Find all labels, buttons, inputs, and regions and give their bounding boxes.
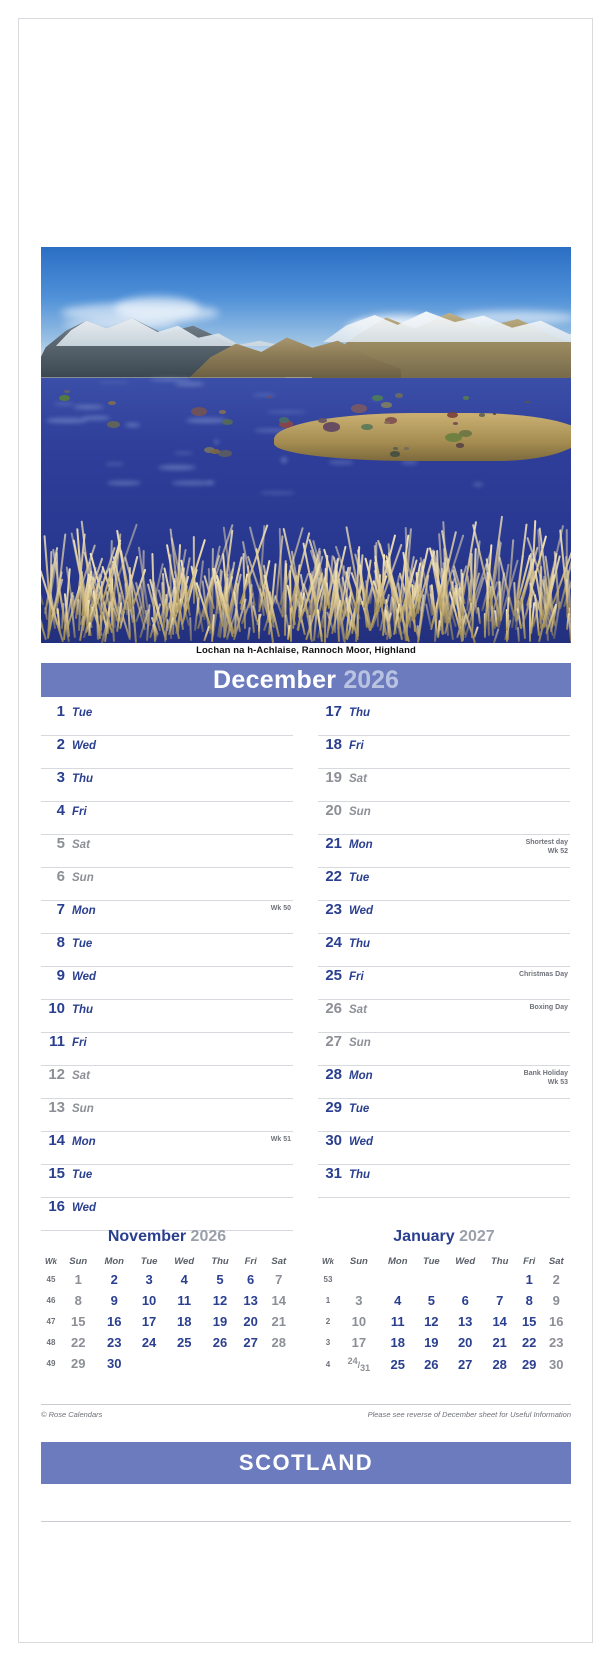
mini-day-cell: 9 — [110, 1293, 118, 1308]
day-number: 19 — [325, 769, 342, 786]
mini-week-row — [41, 1290, 293, 1311]
mini-day-cell: 14 — [492, 1314, 507, 1329]
day-weekday: Mon — [72, 1136, 96, 1148]
mini-month-table — [318, 1254, 570, 1376]
day-number: 28 — [325, 1066, 342, 1083]
mini-day-cell: 26 — [424, 1356, 439, 1372]
mini-col-header: Tue — [422, 1256, 440, 1267]
day-weekday: Wed — [349, 1136, 374, 1148]
mini-week-number: 46 — [46, 1296, 56, 1305]
mini-day-cell: 6 — [461, 1293, 469, 1308]
mini-day-cell — [338, 1269, 380, 1290]
mini-day-cell: 23 — [107, 1335, 122, 1350]
day-row — [318, 868, 570, 901]
day-number: 10 — [48, 1000, 65, 1017]
mini-day-cell: 23 — [549, 1335, 564, 1350]
mini-day-cell: 12 — [424, 1314, 439, 1329]
mini-day-cell: 28 — [271, 1335, 286, 1350]
mini-week-number: 2 — [325, 1317, 331, 1326]
footer-divider — [41, 1404, 571, 1405]
day-row — [41, 736, 293, 769]
day-number: 25 — [325, 967, 342, 984]
mini-day-cell: 13 — [457, 1314, 473, 1329]
day-number: 1 — [56, 703, 65, 720]
grass-blade — [247, 627, 251, 640]
mini-col-header: Mon — [388, 1256, 408, 1267]
mini-day-cell — [133, 1353, 165, 1374]
mini-day-cell: 10 — [351, 1314, 367, 1329]
mini-col-header: Thu — [490, 1256, 509, 1267]
mini-day-cell: 20 — [243, 1314, 258, 1329]
mini-day-cell: 10 — [141, 1293, 157, 1308]
mini-day-cell: 2 — [552, 1272, 560, 1287]
day-row — [41, 835, 293, 868]
mini-day-cell: 19 — [424, 1335, 439, 1350]
day-row — [318, 967, 570, 1000]
mini-week-row — [41, 1269, 293, 1290]
mini-col-header: Tue — [140, 1256, 158, 1267]
water-glint — [98, 382, 129, 383]
mini-day-cell: 27 — [243, 1335, 258, 1350]
water-glint — [54, 403, 73, 405]
calendar-sheet — [18, 18, 593, 1643]
mini-col-header: Sat — [271, 1256, 287, 1267]
footer — [41, 1410, 571, 1419]
day-row — [318, 736, 570, 769]
mini-month-title — [41, 1228, 293, 1246]
day-number: 21 — [325, 835, 342, 852]
mini-week-row — [318, 1311, 570, 1332]
mini-day-cell: 7 — [496, 1293, 504, 1308]
day-weekday: Mon — [72, 905, 96, 917]
mini-day-cell — [416, 1269, 447, 1290]
rock-shape — [453, 422, 458, 425]
mini-month-name: November — [107, 1228, 187, 1245]
rock-shape — [218, 450, 232, 457]
mini-day-cell: 25 — [390, 1356, 406, 1372]
mini-day-cell: 17 — [141, 1314, 157, 1329]
day-row — [41, 1165, 293, 1198]
day-weekday: Sat — [72, 839, 90, 851]
mini-col-header: Sun — [349, 1256, 368, 1267]
day-weekday: Sun — [349, 806, 371, 818]
day-row — [318, 703, 570, 736]
day-number: 2 — [56, 736, 65, 753]
day-row — [318, 835, 570, 868]
day-weekday: Thu — [72, 773, 94, 785]
day-row — [41, 1132, 293, 1165]
day-note: Shortest day Wk 52 — [525, 839, 568, 855]
day-row — [318, 1165, 570, 1198]
mini-week-number: 45 — [46, 1275, 56, 1284]
mini-col-header: Wed — [174, 1256, 195, 1267]
day-number: 16 — [48, 1198, 65, 1215]
water-glint — [186, 418, 227, 423]
mini-day-cell: 7 — [275, 1272, 283, 1287]
day-weekday: Fri — [349, 971, 364, 983]
mini-day-cell: 20 — [457, 1335, 473, 1350]
mini-day-cell: 1 — [525, 1272, 533, 1287]
mini-col-header: Wed — [455, 1256, 476, 1267]
mini-week-number: 4 — [325, 1359, 331, 1369]
brand-title: SCOTLAND — [238, 1450, 374, 1475]
rock-shape — [219, 410, 225, 413]
rock-shape — [381, 402, 391, 408]
mini-col-header: Sun — [69, 1256, 88, 1267]
mini-week-row — [318, 1290, 570, 1311]
day-weekday: Mon — [349, 1070, 373, 1082]
mini-month-title — [318, 1228, 570, 1246]
day-row — [41, 769, 293, 802]
day-row — [318, 769, 570, 802]
mini-day-cell — [265, 1353, 293, 1374]
mini-week-row — [318, 1353, 570, 1376]
day-number: 17 — [325, 703, 342, 720]
day-weekday: Mon — [349, 839, 373, 851]
mini-day-cell: 30 — [549, 1356, 564, 1372]
mini-day-cell: 24 — [141, 1335, 157, 1350]
mini-day-cell: 28 — [492, 1356, 507, 1372]
mini-day-cell — [237, 1353, 265, 1374]
day-column-right — [318, 703, 570, 1231]
day-number: 13 — [48, 1099, 65, 1116]
mini-month-table — [41, 1254, 293, 1374]
day-number: 23 — [325, 901, 342, 918]
water-glint — [46, 418, 88, 423]
rock-shape — [445, 433, 462, 442]
day-weekday: Wed — [72, 740, 97, 752]
day-weekday: Thu — [349, 1169, 371, 1181]
landscape-photo — [41, 247, 571, 643]
grass-blade — [516, 627, 519, 642]
day-grid — [41, 703, 571, 1231]
water-glint — [214, 440, 219, 444]
day-weekday: Sat — [349, 1004, 367, 1016]
mini-day-cell: 18 — [176, 1314, 192, 1329]
mini-day-cell: 3 — [355, 1293, 363, 1308]
copyright-text: © Rose Calendars — [41, 1410, 103, 1419]
mini-day-cell: 5 — [427, 1293, 435, 1308]
day-weekday: Tue — [72, 1169, 93, 1181]
mini-day-cell: 9 — [552, 1293, 560, 1308]
day-weekday: Wed — [349, 905, 374, 917]
mini-day-cell: 19 — [212, 1314, 228, 1329]
mini-day-cell: 22 — [71, 1335, 86, 1350]
rock-shape — [390, 451, 400, 456]
day-number: 11 — [49, 1033, 65, 1050]
mini-day-cell: 25 — [176, 1335, 192, 1350]
rock-shape — [323, 422, 340, 431]
rock-shape — [447, 412, 458, 418]
day-number: 30 — [325, 1132, 342, 1149]
water-glint — [150, 378, 189, 380]
water-glint — [73, 405, 104, 410]
day-row — [318, 1033, 570, 1066]
day-row — [318, 1066, 570, 1099]
mini-day-cell: 27 — [457, 1356, 473, 1372]
day-weekday: Thu — [349, 938, 371, 950]
mini-day-cell: 16 — [549, 1314, 564, 1329]
day-row — [41, 1066, 293, 1099]
day-number: 26 — [325, 1000, 342, 1017]
day-weekday: Tue — [349, 1103, 370, 1115]
day-column-left — [41, 703, 293, 1231]
day-weekday: Sun — [349, 1037, 371, 1049]
mini-day-cell: 21 — [492, 1335, 507, 1350]
mini-col-header: Mon — [104, 1256, 124, 1267]
mini-week-number: 47 — [46, 1317, 56, 1326]
mini-col-header: Wk — [322, 1257, 334, 1266]
water-glint — [267, 411, 306, 413]
day-number: 5 — [56, 835, 65, 852]
day-row — [41, 703, 293, 736]
rock-shape — [479, 413, 485, 417]
mini-day-cell — [380, 1269, 416, 1290]
water-glint — [401, 461, 418, 464]
day-weekday: Sun — [72, 872, 94, 884]
day-row — [318, 1132, 570, 1165]
photo-panel — [41, 247, 571, 656]
water-glint — [329, 461, 353, 463]
day-number: 12 — [48, 1066, 65, 1083]
mini-month — [318, 1228, 570, 1376]
rock-shape — [372, 395, 383, 401]
day-weekday: Tue — [72, 938, 93, 950]
mini-day-cell: 21 — [271, 1314, 286, 1329]
mini-day-cell: 18 — [390, 1335, 406, 1350]
mini-month — [41, 1228, 293, 1376]
water-glint — [174, 452, 193, 453]
day-row — [318, 802, 570, 835]
mini-col-header: Thu — [211, 1256, 229, 1267]
day-number: 8 — [56, 934, 65, 951]
water-glint — [253, 394, 276, 395]
day-weekday: Fri — [349, 740, 364, 752]
bottom-divider — [41, 1521, 571, 1522]
day-row — [318, 1000, 570, 1033]
day-number: 29 — [325, 1099, 342, 1116]
rock-shape — [456, 443, 464, 447]
day-number: 6 — [56, 868, 65, 885]
mini-day-cell: 30 — [107, 1356, 122, 1371]
mini-day-cell: 15 — [71, 1314, 86, 1329]
mini-month-name: January — [393, 1228, 455, 1245]
day-number: 24 — [325, 934, 342, 951]
mini-week-row — [41, 1332, 293, 1353]
day-weekday: Sun — [72, 1103, 94, 1115]
mini-day-cell: 11 — [390, 1314, 405, 1329]
brand-banner — [41, 1442, 571, 1484]
day-row — [41, 901, 293, 934]
day-note: Wk 50 — [270, 905, 291, 912]
month-header — [41, 663, 571, 697]
day-number: 9 — [56, 967, 65, 984]
mini-week-number: 48 — [46, 1338, 56, 1347]
month-name: December — [213, 665, 337, 694]
rock-shape — [267, 396, 271, 398]
mini-day-cell — [203, 1353, 236, 1374]
mini-col-header: Fri — [244, 1256, 257, 1267]
mini-day-cell: $^{24}/_{31}$ — [347, 1356, 371, 1373]
day-row — [318, 934, 570, 967]
mini-day-cell: 5 — [216, 1272, 224, 1287]
day-number: 18 — [325, 736, 342, 753]
day-number: 20 — [325, 802, 342, 819]
mini-week-row — [41, 1353, 293, 1374]
mini-week-number: 49 — [46, 1359, 56, 1368]
mini-day-cell: 14 — [271, 1293, 286, 1308]
photo-caption: Lochan na h-Achlaise, Rannoch Moor, Highland — [196, 645, 416, 656]
mini-day-cell: 2 — [110, 1272, 118, 1287]
mini-week-number: 53 — [323, 1275, 333, 1284]
mini-col-header: Fri — [523, 1256, 536, 1267]
day-row — [41, 1198, 293, 1231]
mini-day-cell: 13 — [243, 1293, 258, 1308]
day-number: 22 — [325, 868, 342, 885]
mini-day-cell — [484, 1269, 516, 1290]
mini-month-row — [41, 1228, 571, 1376]
mini-day-cell: 12 — [212, 1293, 228, 1308]
day-weekday: Thu — [349, 707, 371, 719]
mini-day-cell: 1 — [74, 1272, 82, 1287]
mini-day-cell: 29 — [521, 1356, 537, 1372]
day-weekday: Wed — [72, 971, 97, 983]
month-year: 2026 — [343, 665, 399, 694]
day-row — [41, 802, 293, 835]
day-number: 14 — [48, 1132, 65, 1149]
mini-day-cell: 6 — [247, 1272, 255, 1287]
mini-col-header: Wk — [45, 1257, 57, 1266]
day-note: Wk 51 — [270, 1136, 291, 1143]
water-glint — [281, 457, 287, 462]
rock-shape — [59, 395, 70, 401]
mini-day-cell: 8 — [74, 1293, 82, 1308]
mini-day-cell: 26 — [212, 1335, 228, 1350]
day-row — [41, 934, 293, 967]
day-number: 3 — [56, 769, 65, 786]
day-note: Boxing Day — [529, 1004, 568, 1011]
grass-blade — [189, 617, 192, 641]
day-weekday: Fri — [72, 1037, 87, 1049]
water-glint — [175, 382, 204, 385]
mini-day-cell: 17 — [351, 1335, 367, 1350]
day-weekday: Fri — [72, 806, 87, 818]
day-note: Bank Holiday Wk 53 — [523, 1070, 568, 1086]
day-number: 27 — [325, 1033, 342, 1050]
grass-blade — [56, 608, 60, 634]
rock-shape — [107, 421, 120, 428]
rock-shape — [463, 396, 469, 399]
mini-week-row — [318, 1332, 570, 1353]
frosted-grass — [41, 469, 571, 643]
day-row — [318, 901, 570, 934]
day-row — [41, 967, 293, 1000]
water-glint — [125, 423, 140, 427]
useful-info-text: Please see reverse of December sheet for Useful Information — [367, 1410, 571, 1419]
day-weekday: Thu — [72, 1004, 94, 1016]
day-row — [318, 1099, 570, 1132]
rock-shape — [279, 417, 289, 423]
mini-day-cell: 16 — [107, 1314, 122, 1329]
mini-day-cell — [447, 1269, 484, 1290]
water-glint — [105, 463, 124, 465]
mini-week-number: 3 — [325, 1338, 331, 1347]
mini-week-number: 1 — [325, 1296, 331, 1305]
day-number: 15 — [48, 1165, 65, 1182]
day-row — [41, 1099, 293, 1132]
mini-day-cell: 8 — [525, 1293, 533, 1308]
mini-day-cell: 11 — [177, 1293, 192, 1308]
day-weekday: Sat — [349, 773, 367, 785]
day-weekday: Sat — [72, 1070, 90, 1082]
mini-day-cell: 4 — [394, 1293, 402, 1308]
day-number: 31 — [325, 1165, 342, 1182]
day-weekday: Tue — [349, 872, 370, 884]
day-weekday: Tue — [72, 707, 93, 719]
mini-day-cell: 22 — [521, 1335, 537, 1350]
day-note: Christmas Day — [518, 971, 568, 978]
day-number: 7 — [56, 901, 65, 918]
day-row — [41, 1033, 293, 1066]
mini-week-row — [41, 1311, 293, 1332]
day-number: 4 — [56, 802, 65, 819]
day-row — [41, 1000, 293, 1033]
mini-week-row — [318, 1269, 570, 1290]
mini-month-year: 2027 — [454, 1228, 495, 1245]
mini-day-cell — [165, 1353, 203, 1374]
mini-day-cell: 3 — [145, 1272, 153, 1287]
mini-day-cell: 29 — [71, 1356, 86, 1371]
mini-day-cell: 4 — [180, 1272, 188, 1287]
day-row — [41, 868, 293, 901]
day-weekday: Wed — [72, 1202, 97, 1214]
mini-month-year: 2026 — [186, 1228, 227, 1245]
mini-day-cell: 15 — [521, 1314, 537, 1329]
mini-col-header: Sat — [548, 1256, 564, 1267]
